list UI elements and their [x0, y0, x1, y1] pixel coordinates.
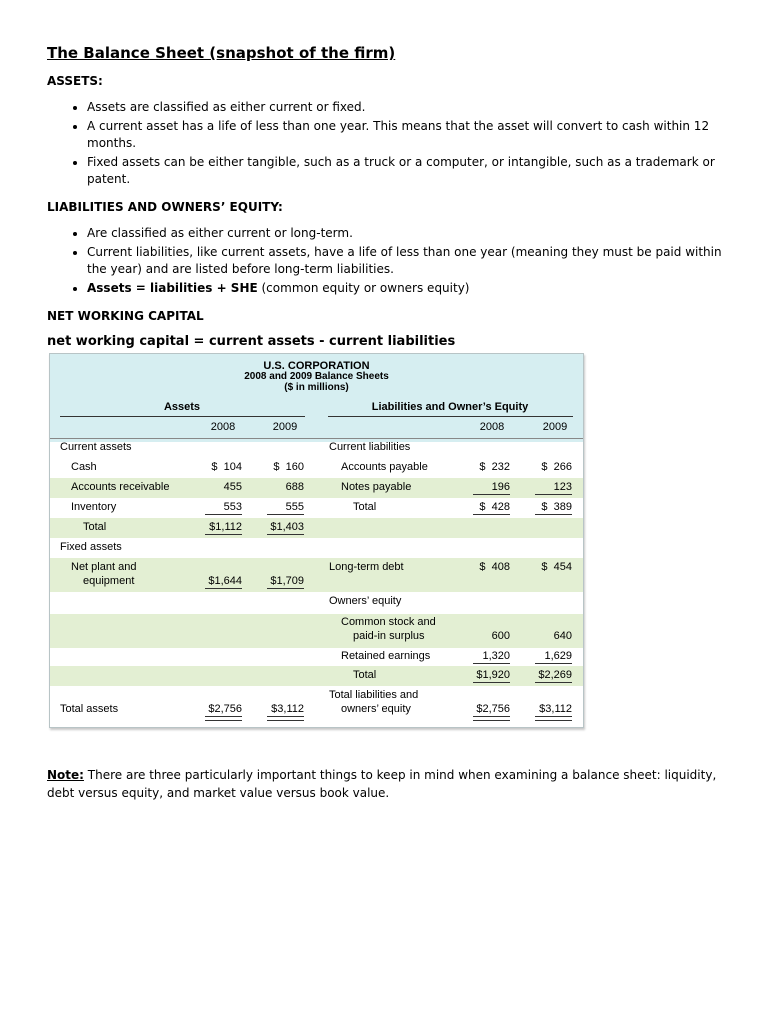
assets-bullet-list [47, 99, 737, 188]
balance-sheet-figure [49, 353, 584, 728]
oe-total-label: Total [353, 669, 377, 681]
tle-2009: $3,112 [539, 703, 572, 715]
re-2009: 1,629 [544, 650, 572, 662]
npe-label-line2: equipment [83, 575, 135, 587]
ap-2009: $ 266 [541, 461, 572, 473]
note-label: Note: [47, 768, 84, 782]
cs-label-line1: Common stock and [341, 616, 436, 628]
inventory-label: Inventory [71, 501, 117, 513]
np-2009: 123 [553, 481, 572, 493]
npe-2009: $1,709 [270, 575, 304, 587]
ar-label: Accounts receivable [71, 481, 170, 493]
ar-2009: 688 [285, 481, 304, 493]
cs-2009: 640 [553, 630, 572, 642]
ltd-2009: $ 454 [541, 561, 572, 573]
sheet-subtitle: 2008 and 2009 Balance Sheets [244, 371, 389, 382]
year-header: 2008 [210, 421, 236, 433]
page-title: The Balance Sheet (snapshot of the firm) [47, 44, 396, 62]
liabilities-heading: LIABILITIES AND OWNERS’ EQUITY: [47, 200, 283, 214]
tle-2008: $2,756 [476, 703, 510, 715]
year-header: 2008 [479, 421, 505, 433]
equation-bold: Assets = liabilities + SHE [87, 281, 258, 295]
list-item [87, 280, 737, 297]
npe-2008: $1,644 [208, 575, 242, 587]
assets-column-header: Assets [163, 401, 201, 413]
liabilities-bullet-list [47, 225, 737, 297]
owners-equity-label: Owners’ equity [329, 595, 402, 607]
list-item: • Fixed assets can be either tangible, such as a truck or a computer, or intangible, such as a trademark or patent. [87, 154, 737, 188]
ar-2008: 455 [223, 481, 242, 493]
nwc-formula: net working capital = current assets - current liabilities [47, 334, 456, 349]
ap-2008: $ 232 [479, 461, 510, 473]
re-2008: 1,320 [482, 650, 510, 662]
total-assets-2008: $2,756 [208, 703, 242, 715]
note-text: There are three particularly important things to keep in mind when examining a balance sheet: liquidity, debt versus equity, and market value versus book value. [47, 768, 717, 800]
list-item: • Are classified as either current or long-term. [87, 225, 737, 242]
cs-label-line2: paid-in surplus [353, 630, 425, 642]
company-name: U.S. CORPORATION [263, 360, 370, 372]
inventory-2008: 553 [223, 501, 242, 513]
cl-total-2009: $ 389 [541, 501, 572, 513]
cash-2009: $ 160 [273, 461, 304, 473]
ltd-label: Long-term debt [329, 561, 404, 573]
ltd-2008: $ 408 [479, 561, 510, 573]
ca-total-label: Total [83, 521, 107, 533]
oe-total-2009: $2,269 [538, 669, 572, 681]
oe-total-2008: $1,920 [476, 669, 510, 681]
current-assets-label: Current assets [60, 441, 132, 453]
nwc-heading: NET WORKING CAPITAL [47, 309, 204, 323]
inventory-2009: 555 [285, 501, 304, 513]
sheet-units: ($ in millions) [284, 382, 349, 393]
total-assets-2009: $3,112 [271, 703, 304, 715]
liabilities-column-header: Liabilities and Owner’s Equity [371, 401, 529, 413]
ca-total-2009: $1,403 [270, 521, 304, 533]
cash-label: Cash [71, 461, 97, 473]
total-assets-label: Total assets [60, 703, 119, 715]
list-item: • A current asset has a life of less than one year. This means that the asset will convert to cash within 12 months. [87, 118, 737, 152]
npe-label-line1: Net plant and [71, 561, 137, 573]
current-liabilities-label: Current liabilities [329, 441, 411, 453]
ap-label: Accounts payable [341, 461, 428, 473]
note-paragraph [47, 766, 727, 802]
cs-2008: 600 [491, 630, 510, 642]
document-body [47, 44, 737, 363]
re-label: Retained earnings [341, 650, 431, 662]
tle-label-line1: Total liabilities and [329, 689, 419, 701]
np-label: Notes payable [341, 481, 412, 493]
cash-2008: $ 104 [211, 461, 242, 473]
ca-total-2008: $1,112 [209, 521, 242, 533]
fixed-assets-label: Fixed assets [60, 541, 122, 553]
list-item: • Assets are classified as either current or fixed. [87, 99, 737, 116]
cl-total-label: Total [353, 501, 377, 513]
assets-heading: ASSETS: [47, 74, 103, 88]
cl-total-2008: $ 428 [479, 501, 510, 513]
year-header: 2009 [272, 421, 298, 433]
tle-label-line2: owners’ equity [341, 703, 411, 715]
list-item: • Current liabilities, like current assets, have a life of less than one year (meaning they must be paid within the year) and are listed before long-term liabilities. [87, 244, 737, 278]
equation-note: (common equity or owners equity) [257, 281, 470, 295]
np-2008: 196 [491, 481, 510, 493]
year-header: 2009 [542, 421, 568, 433]
